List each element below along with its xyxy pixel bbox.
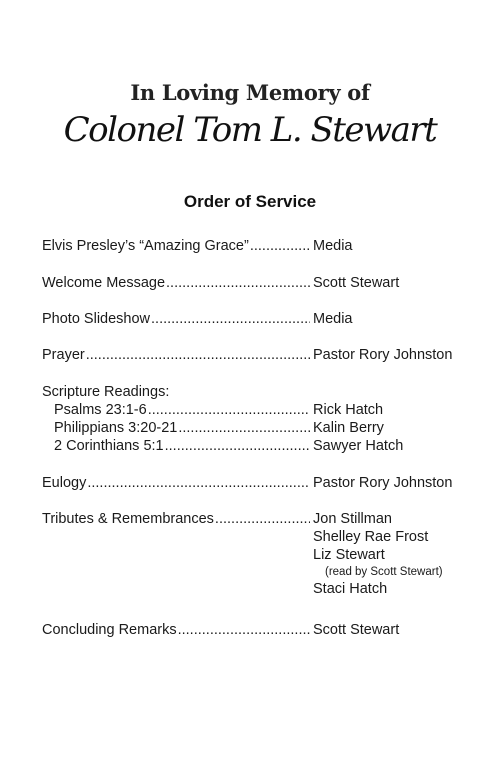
service-item-presenter: Sawyer Hatch bbox=[313, 438, 404, 454]
service-item-slideshow bbox=[42, 309, 472, 329]
service-item-welcome bbox=[42, 273, 472, 293]
service-item-label: Prayer bbox=[42, 347, 85, 363]
tribute-speaker: Shelley Rae Frost bbox=[313, 529, 429, 545]
order-of-service-heading: Order of Service bbox=[183, 192, 317, 211]
service-item-presenter: Scott Stewart bbox=[313, 622, 400, 638]
scripture-reading-corinthians bbox=[42, 436, 472, 456]
service-item-label: Concluding Remarks bbox=[42, 622, 177, 638]
tribute-speaker-row bbox=[42, 527, 472, 547]
service-item-label: Eulogy bbox=[42, 475, 87, 491]
leader-dots bbox=[178, 622, 310, 638]
service-item-prayer bbox=[42, 345, 472, 365]
service-item-presenter: Pastor Rory Johnston bbox=[313, 475, 453, 491]
service-item-presenter: Media bbox=[313, 311, 353, 327]
service-item-label: Philippians 3:20-21 bbox=[54, 420, 178, 436]
leader-dots bbox=[250, 238, 310, 254]
leader-dots bbox=[86, 347, 310, 363]
tribute-speaker: Jon Stillman bbox=[313, 511, 392, 527]
service-item-amazing-grace bbox=[42, 236, 472, 256]
service-item-label: Welcome Message bbox=[42, 275, 166, 291]
tribute-speaker-row bbox=[42, 579, 472, 599]
service-item-label: Elvis Presley’s “Amazing Grace” bbox=[42, 238, 249, 254]
leader-dots bbox=[165, 438, 310, 454]
tribute-reader-note: (read by Scott Stewart) bbox=[325, 566, 443, 578]
service-item-presenter: Pastor Rory Johnston bbox=[313, 347, 453, 363]
service-item-presenter: Media bbox=[313, 238, 353, 254]
service-item-label: Photo Slideshow bbox=[42, 311, 151, 327]
scripture-readings-heading: Scripture Readings: bbox=[42, 384, 170, 400]
service-item-tributes bbox=[42, 509, 472, 529]
service-item-concluding bbox=[42, 620, 472, 640]
memorial-subtitle: In Loving Memory of bbox=[130, 80, 370, 105]
tribute-speaker-row bbox=[42, 545, 472, 565]
scripture-reading-philippians bbox=[42, 418, 472, 438]
leader-dots bbox=[151, 311, 310, 327]
tribute-speaker: Liz Stewart bbox=[313, 547, 385, 563]
leader-dots bbox=[87, 475, 310, 491]
service-item-eulogy bbox=[42, 473, 472, 493]
service-item-presenter: Kalin Berry bbox=[313, 420, 384, 436]
service-item-label: Tributes & Remembrances bbox=[42, 511, 214, 527]
service-item-presenter: Scott Stewart bbox=[313, 275, 400, 291]
honoree-name: Colonel Tom L. Stewart bbox=[63, 110, 437, 150]
leader-dots bbox=[215, 511, 310, 527]
leader-dots bbox=[178, 420, 310, 436]
service-item-label: Psalms 23:1-6 bbox=[54, 402, 147, 418]
tribute-speaker: Staci Hatch bbox=[313, 581, 388, 597]
scripture-reading-psalms bbox=[42, 400, 472, 420]
service-item-label: 2 Corinthians 5:1 bbox=[54, 438, 164, 454]
service-item-presenter: Rick Hatch bbox=[313, 402, 384, 418]
leader-dots bbox=[148, 402, 310, 418]
leader-dots bbox=[166, 275, 310, 291]
